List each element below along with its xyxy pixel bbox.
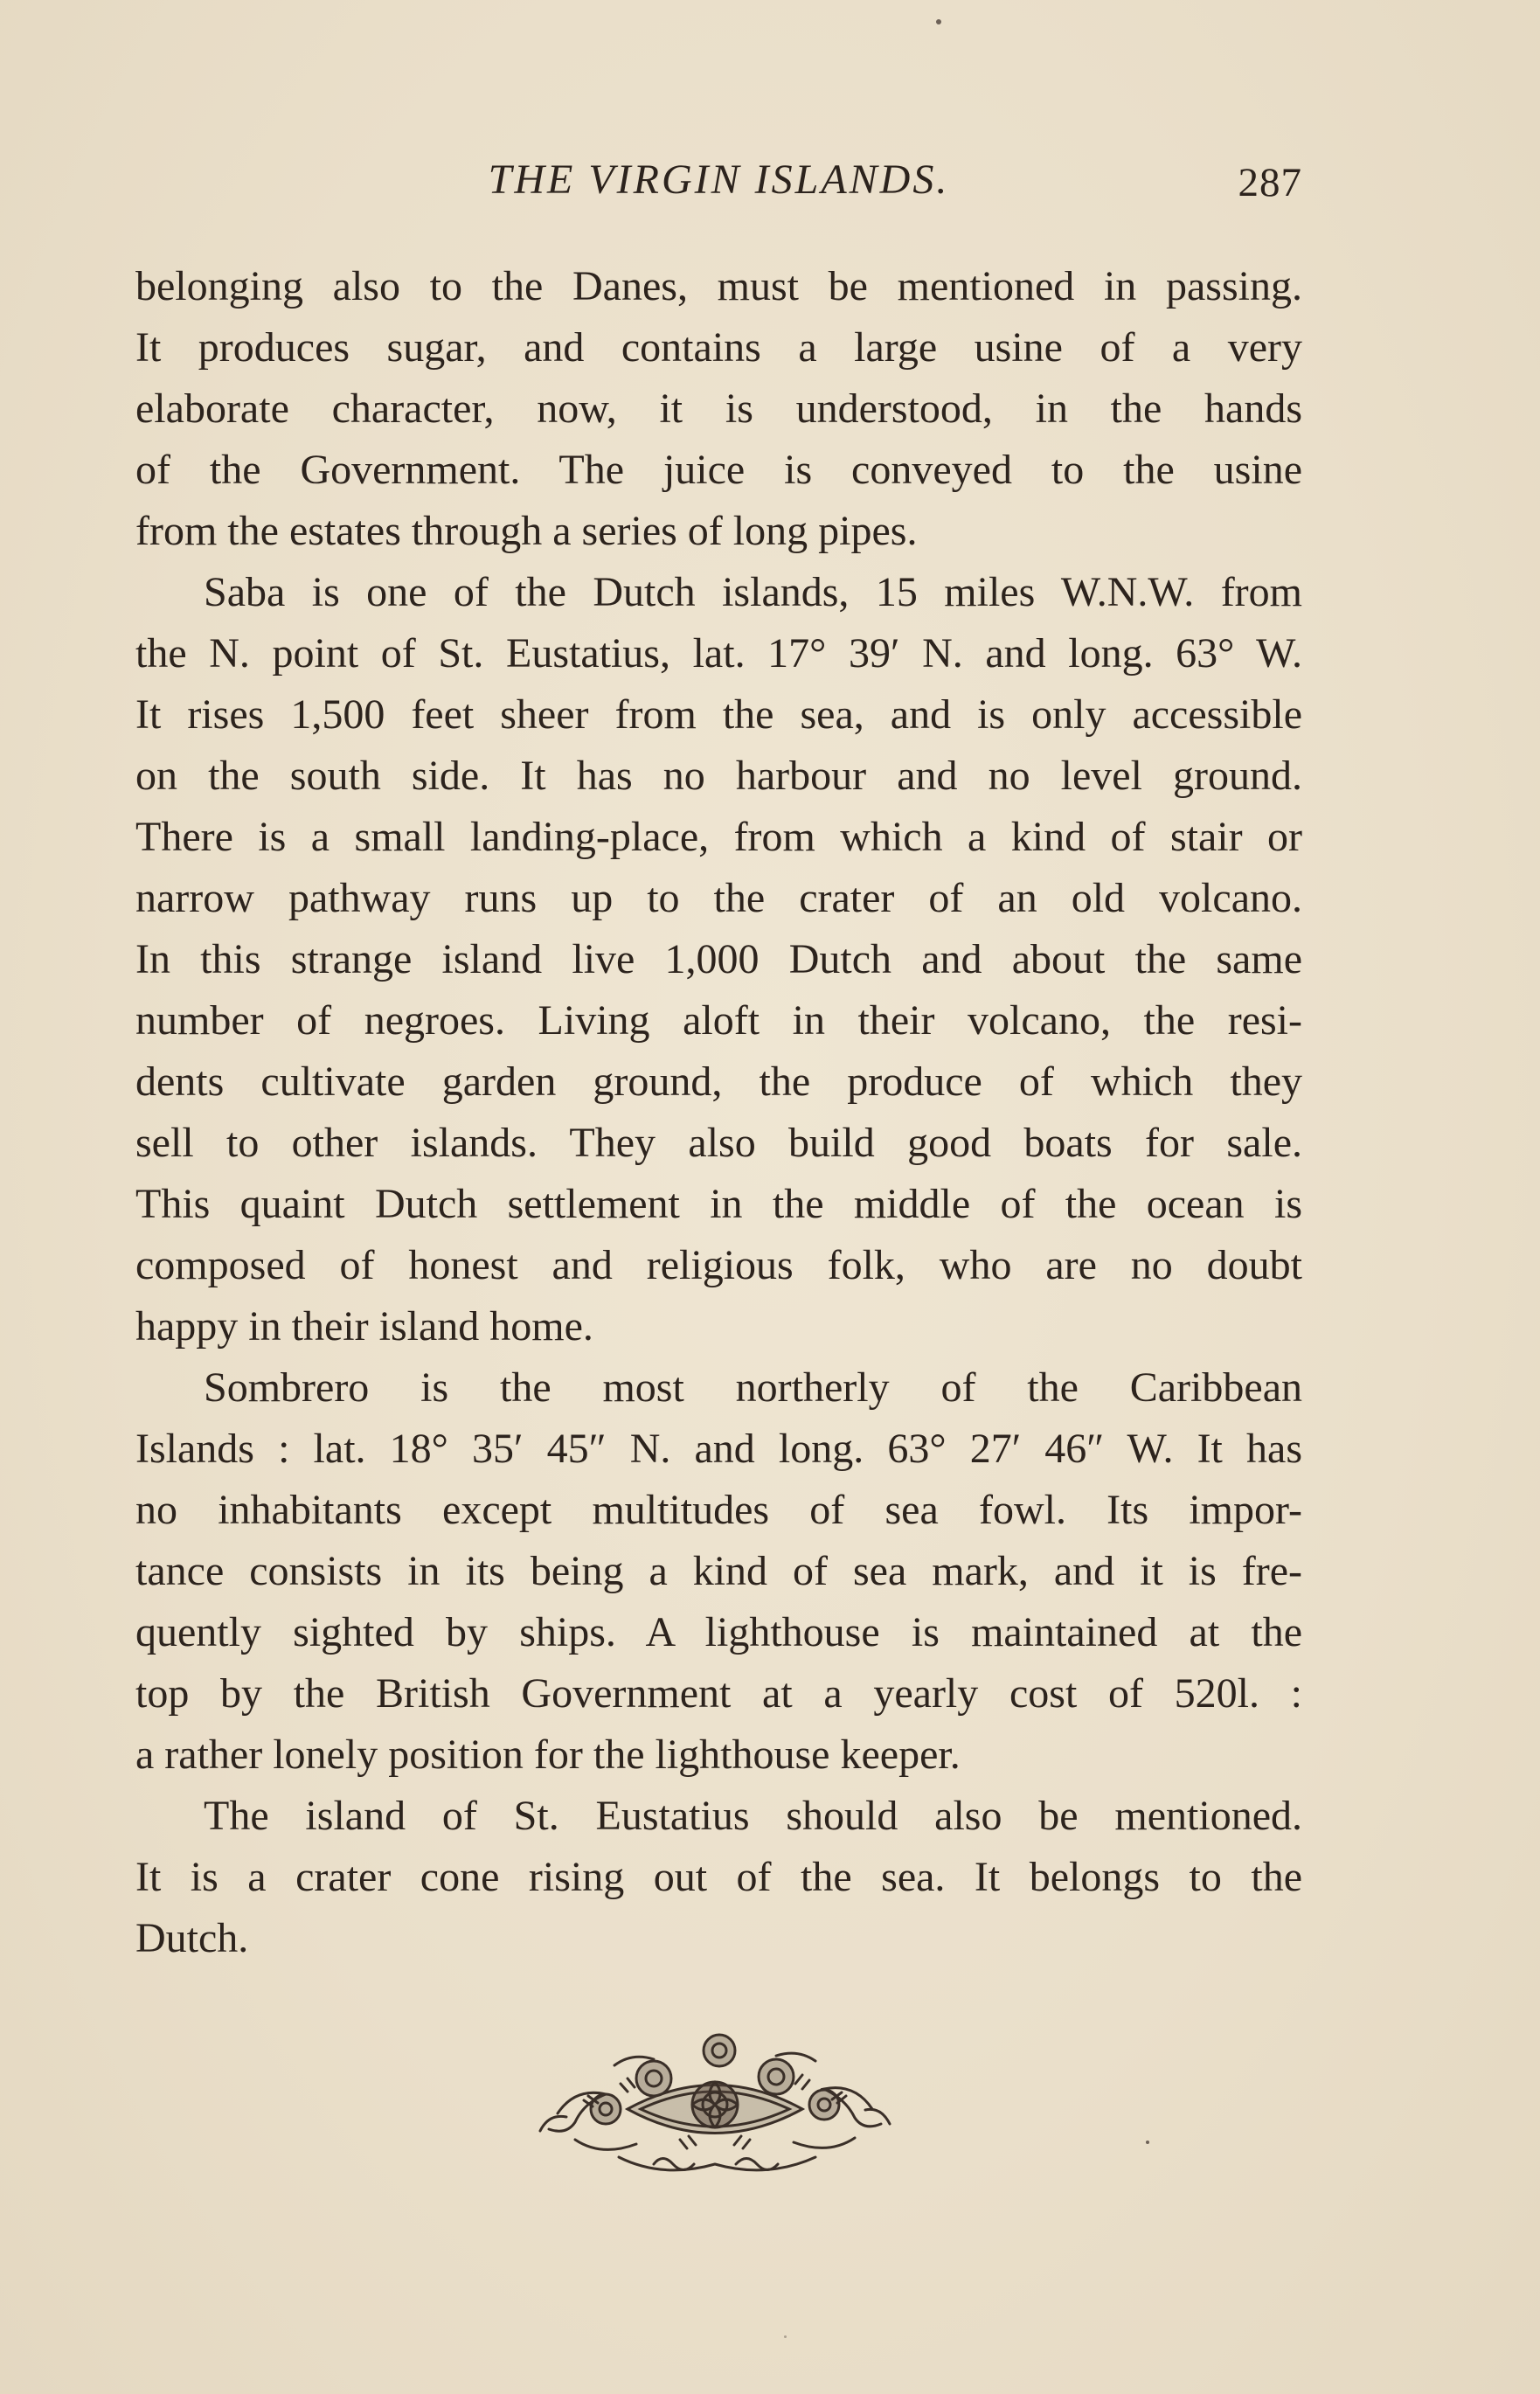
- text-line: the N. point of St. Eustatius, lat. 17° 39′ N. and long. 63° W.: [135, 630, 1302, 677]
- text-line: Saba is one of the Dutch islands, 15 miles W.N.W. from: [204, 569, 1302, 615]
- page-number: 287: [1238, 160, 1302, 205]
- text-line: It produces sugar, and contains a large usine of a very: [135, 324, 1302, 371]
- text-line: tance consists in its being a kind of sea mark, and it is fre-: [135, 1548, 1302, 1594]
- paper-speck: [936, 19, 941, 24]
- floral-tailpiece-ornament-icon: [523, 2026, 907, 2183]
- text-line: Islands : lat. 18° 35′ 45″ N. and long. 63° 27′ 46″ W. It has: [135, 1426, 1302, 1472]
- text-line: on the south side. It has no harbour and no level ground.: [135, 753, 1302, 799]
- body-text: [135, 256, 1302, 1969]
- running-head: [135, 150, 1302, 212]
- text-line: happy in their island home.: [135, 1303, 593, 1350]
- text-line: It rises 1,500 feet sheer from the sea, and is only accessible: [135, 691, 1302, 738]
- text-line: number of negroes. Living aloft in their volcano, the resi-: [135, 997, 1302, 1044]
- text-line: a rather lonely position for the lighthouse keeper.: [135, 1731, 961, 1778]
- text-line: elaborate character, now, it is understood, in the hands: [135, 385, 1302, 432]
- text-line: The island of St. Eustatius should also be mentioned.: [204, 1793, 1302, 1839]
- text-line: This quaint Dutch settlement in the middle of the ocean is: [135, 1181, 1302, 1227]
- text-line: There is a small landing-place, from which a kind of stair or: [135, 814, 1302, 860]
- text-line: top by the British Government at a yearly cost of 520l. :: [135, 1670, 1302, 1717]
- text-line: dents cultivate garden ground, the produce of which they: [135, 1058, 1302, 1105]
- text-line: quently sighted by ships. A lighthouse is maintained at the: [135, 1609, 1302, 1655]
- paper-speck: [784, 2335, 787, 2338]
- paper-speck: [1146, 2141, 1149, 2144]
- text-line: from the estates through a series of long pipes.: [135, 508, 918, 554]
- text-line: no inhabitants except multitudes of sea fowl. Its impor-: [135, 1487, 1302, 1533]
- text-line: Dutch.: [135, 1915, 249, 1961]
- text-line: In this strange island live 1,000 Dutch and about the same: [135, 936, 1302, 982]
- text-line: It is a crater cone rising out of the sea. It belongs to the: [135, 1854, 1302, 1900]
- text-line: sell to other islands. They also build good boats for sale.: [135, 1120, 1302, 1166]
- text-line: Sombrero is the most northerly of the Caribbean: [204, 1364, 1302, 1411]
- running-title: THE VIRGIN ISLANDS.: [488, 156, 950, 203]
- text-line: narrow pathway runs up to the crater of an old volcano.: [135, 875, 1302, 921]
- text-line: belonging also to the Danes, must be mentioned in passing.: [135, 263, 1302, 309]
- text-line: composed of honest and religious folk, who are no doubt: [135, 1242, 1302, 1288]
- text-line: of the Government. The juice is conveyed to the usine: [135, 447, 1302, 493]
